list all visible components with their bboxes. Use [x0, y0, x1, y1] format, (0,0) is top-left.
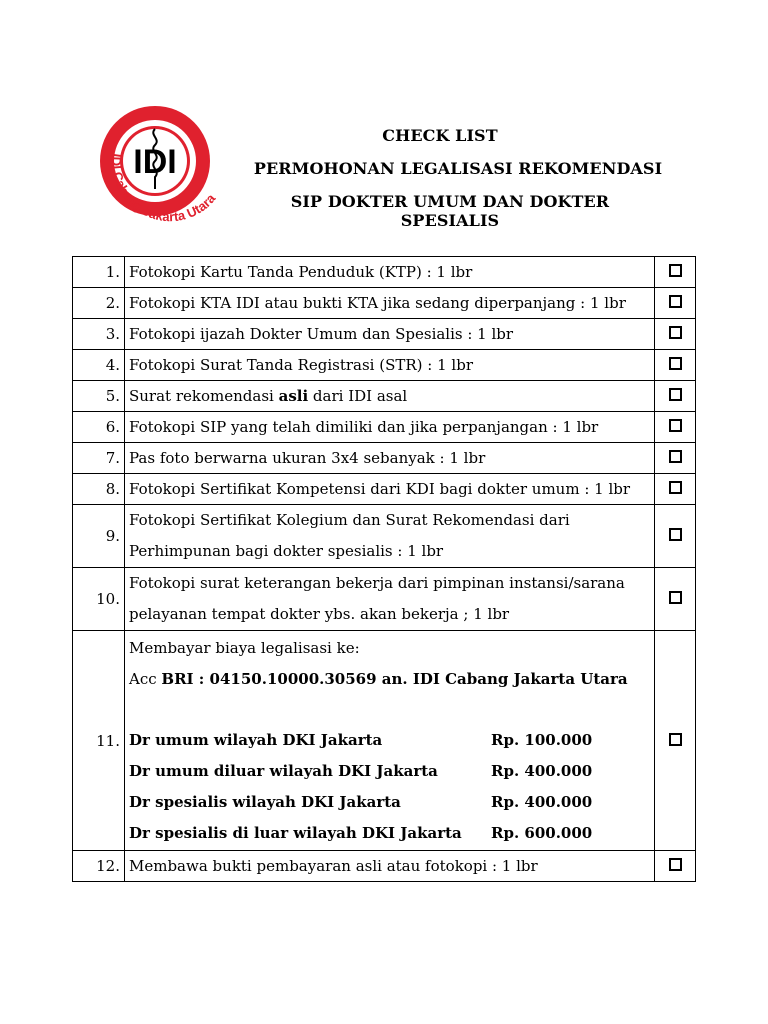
item-number: 12. — [73, 851, 125, 882]
title-line-2: PERMOHONAN LEGALISASI REKOMENDASI — [253, 159, 663, 178]
item-text: Fotokopi ijazah Dokter Umum dan Spesialis : 1 lbr — [125, 319, 655, 350]
account-line — [129, 664, 654, 695]
fee-label: Dr spesialis wilayah DKI Jakarta — [129, 792, 401, 811]
table-row — [73, 257, 696, 288]
table-row — [73, 319, 696, 350]
checkbox-icon — [669, 858, 682, 871]
item-text — [125, 505, 655, 568]
checkbox[interactable] — [655, 381, 696, 412]
item-text-bold: asli — [278, 387, 309, 405]
checkbox[interactable] — [655, 288, 696, 319]
checkbox[interactable] — [655, 443, 696, 474]
logo-acronym: IDI — [133, 143, 177, 181]
checkbox-icon — [669, 481, 682, 494]
checkbox[interactable] — [655, 319, 696, 350]
checkbox-icon — [669, 264, 682, 277]
item-number: 6. — [73, 412, 125, 443]
table-row — [73, 288, 696, 319]
item-text: Fotokopi KTA IDI atau bukti KTA jika sedang diperpanjang : 1 lbr — [125, 288, 655, 319]
item-text-line-2: Perhimpunan bagi dokter spesialis : 1 lbr — [129, 542, 444, 560]
checklist-table — [72, 256, 696, 882]
payment-intro: Membayar biaya legalisasi ke: — [129, 638, 360, 657]
table-row — [73, 631, 696, 851]
item-text — [125, 568, 655, 631]
fee-amount: Rp. 600.000 — [491, 823, 593, 842]
checkbox-icon — [669, 450, 682, 463]
checkbox-icon — [669, 388, 682, 401]
item-text-post: dari IDI asal — [308, 387, 408, 405]
table-row — [73, 381, 696, 412]
item-text: Fotokopi SIP yang telah dimiliki dan jika perpanjangan : 1 lbr — [125, 412, 655, 443]
table-row — [73, 568, 696, 631]
table-row — [73, 474, 696, 505]
account-label: Acc — [129, 669, 162, 688]
checkbox[interactable] — [655, 505, 696, 568]
table-row — [73, 443, 696, 474]
item-number: 10. — [73, 568, 125, 631]
account-details: BRI : 04150.10000.30569 an. IDI Cabang Jakarta Utara — [161, 669, 628, 688]
checkbox[interactable] — [655, 568, 696, 631]
table-row — [73, 412, 696, 443]
fee-row — [129, 818, 654, 849]
item-text: Pas foto berwarna ukuran 3x4 sebanyak : 1 lbr — [125, 443, 655, 474]
item-text-pre: Surat rekomendasi — [129, 387, 279, 405]
table-row — [73, 505, 696, 568]
checkbox[interactable] — [655, 474, 696, 505]
fee-label: Dr umum diluar wilayah DKI Jakarta — [129, 761, 438, 780]
fee-label: Dr spesialis di luar wilayah DKI Jakarta — [129, 823, 462, 842]
fee-row — [129, 756, 654, 787]
checkbox-icon — [669, 326, 682, 339]
item-text: Fotokopi Sertifikat Kompetensi dari KDI bagi dokter umum : 1 lbr — [125, 474, 655, 505]
checkbox[interactable] — [655, 412, 696, 443]
item-number: 7. — [73, 443, 125, 474]
fee-label: Dr umum wilayah DKI Jakarta — [129, 730, 383, 749]
checkbox[interactable] — [655, 257, 696, 288]
item-text: Fotokopi Surat Tanda Registrasi (STR) : 1 lbr — [125, 350, 655, 381]
checkbox-icon — [669, 591, 682, 604]
item-number: 5. — [73, 381, 125, 412]
item-number: 2. — [73, 288, 125, 319]
checkbox-icon — [669, 295, 682, 308]
checkbox-icon — [669, 419, 682, 432]
checkbox[interactable] — [655, 631, 696, 851]
item-number: 1. — [73, 257, 125, 288]
item-text — [125, 631, 655, 851]
table-row — [73, 350, 696, 381]
item-number: 9. — [73, 505, 125, 568]
item-number: 8. — [73, 474, 125, 505]
logo-ring-text: IDI Cabang Jakarta Utara — [108, 152, 219, 225]
fee-amount: Rp. 400.000 — [491, 792, 593, 811]
title-line-1: CHECK LIST — [382, 126, 498, 145]
item-text-line-1: Fotokopi Sertifikat Kolegium dan Surat Rekomendasi dari — [129, 511, 570, 529]
item-text — [125, 381, 655, 412]
checkbox-icon — [669, 528, 682, 541]
item-text: Fotokopi Kartu Tanda Penduduk (KTP) : 1 lbr — [125, 257, 655, 288]
checkbox[interactable] — [655, 851, 696, 882]
idi-logo — [93, 103, 230, 233]
fee-amount: Rp. 400.000 — [491, 761, 593, 780]
fee-amount: Rp. 100.000 — [491, 730, 593, 749]
item-number: 4. — [73, 350, 125, 381]
checkbox-icon — [669, 733, 682, 746]
title-line-3: SIP DOKTER UMUM DAN DOKTER SPESIALIS — [290, 192, 610, 230]
item-text: Membawa bukti pembayaran asli atau fotokopi : 1 lbr — [125, 851, 655, 882]
fee-row — [129, 725, 654, 756]
checkbox[interactable] — [655, 350, 696, 381]
fee-row — [129, 787, 654, 818]
item-text-line-2: pelayanan tempat dokter ybs. akan bekerja ; 1 lbr — [129, 605, 510, 623]
checkbox-icon — [669, 357, 682, 370]
item-text-line-1: Fotokopi surat keterangan bekerja dari pimpinan instansi/sarana — [129, 574, 625, 592]
table-row — [73, 851, 696, 882]
item-number: 3. — [73, 319, 125, 350]
item-number: 11. — [73, 631, 125, 851]
